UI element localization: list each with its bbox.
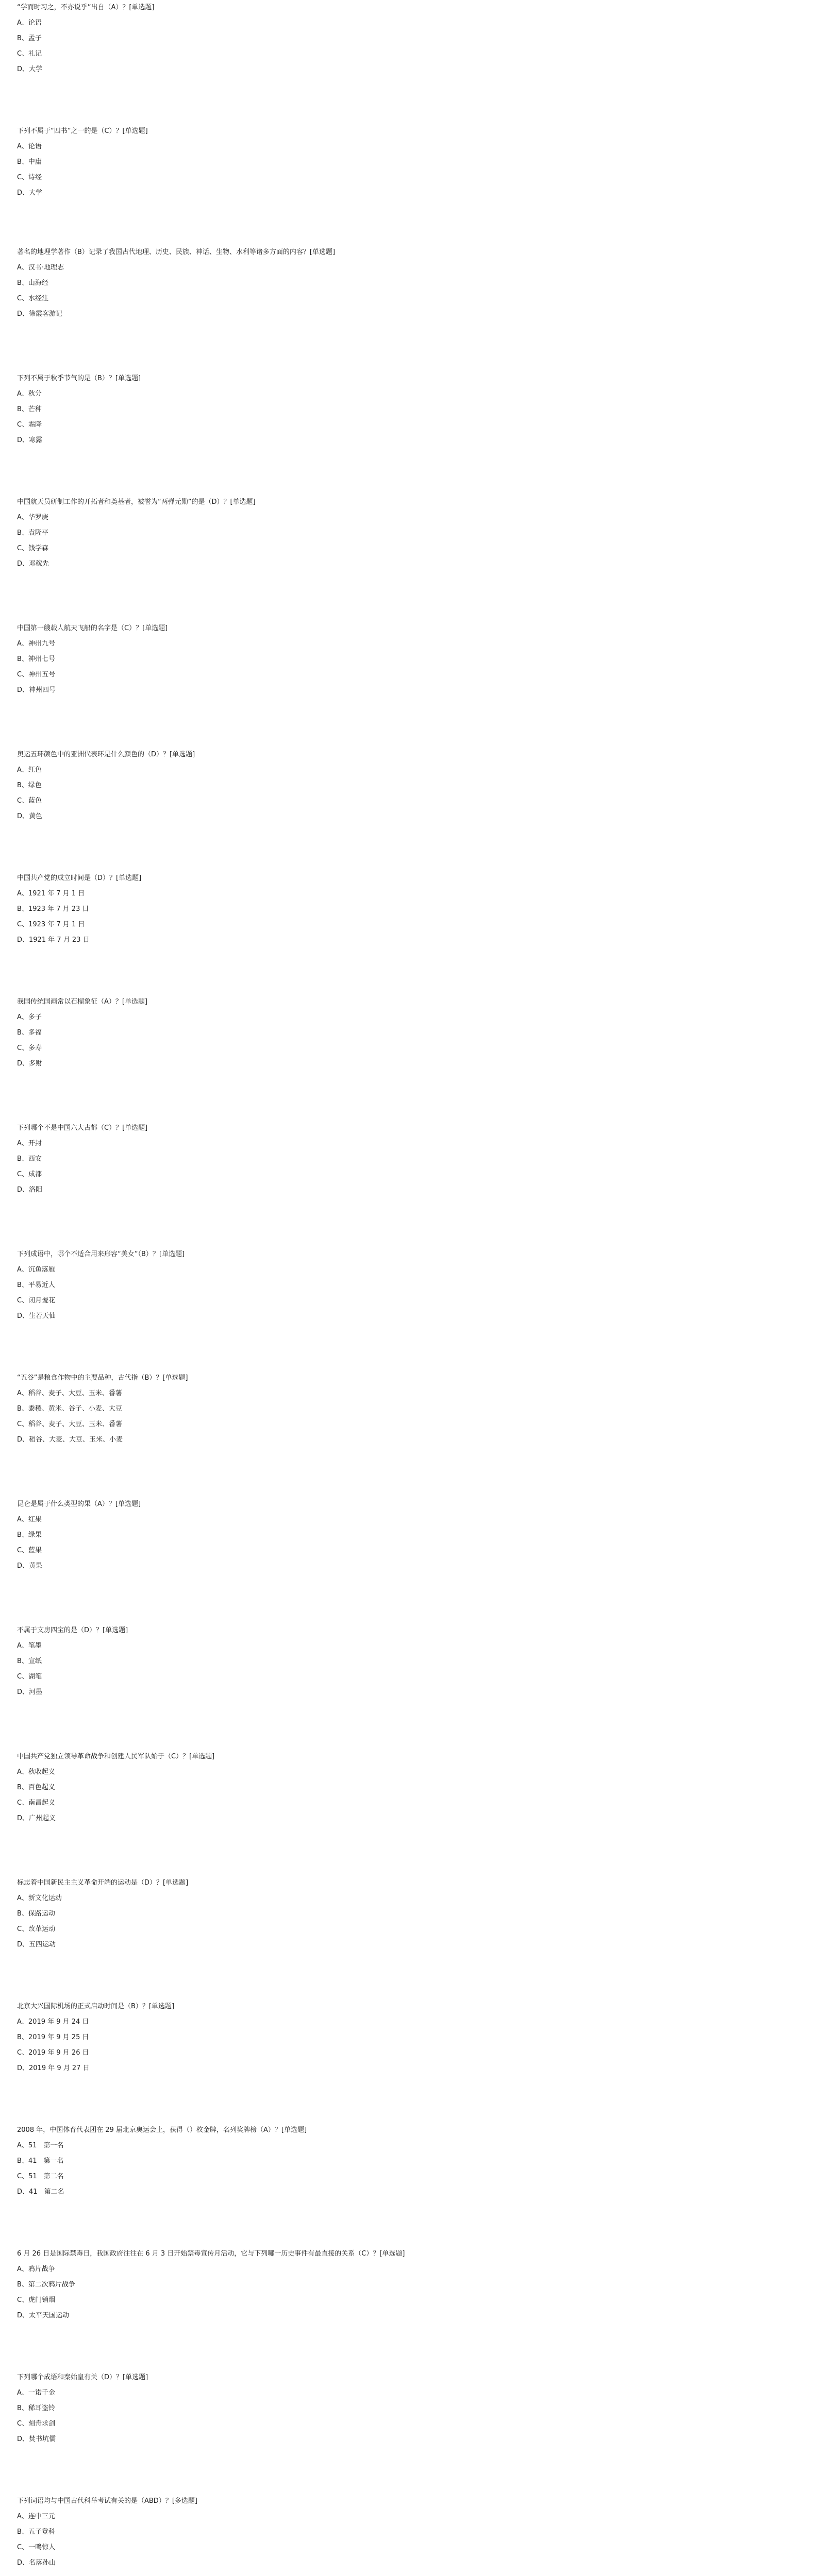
- option-item: [17, 1056, 800, 1072]
- option-item: [17, 386, 800, 402]
- option-text: 笔墨: [28, 1642, 42, 1650]
- question-block: [17, 371, 800, 448]
- question-text: 奥运五环颜色中的亚洲代表环是什么颜色的（D）？[单选题]: [17, 751, 195, 758]
- option-item: [17, 291, 800, 307]
- option-letter: B、: [17, 1155, 28, 1163]
- option-text: 秋分: [28, 390, 42, 398]
- option-text: 成都: [28, 1171, 42, 1178]
- option-item: [17, 155, 800, 170]
- question-block: [17, 1999, 800, 2076]
- option-text: 2019 年 9 月 27 日: [29, 2064, 90, 2072]
- option-item: [17, 1182, 800, 1198]
- question-text: 昆仑是属于什么类型的果（A）？[单选题]: [17, 1500, 141, 1508]
- option-item: [17, 2030, 800, 2045]
- option-item: [17, 2308, 800, 2324]
- option-item: [17, 1780, 800, 1795]
- option-text: 红果: [28, 1516, 42, 1523]
- option-text: 绿果: [28, 1531, 42, 1539]
- option-letter: C、: [17, 421, 29, 429]
- option-letter: D、: [17, 1312, 29, 1320]
- option-letter: A、: [17, 19, 28, 27]
- option-item: [17, 1010, 800, 1025]
- option-text: 多财: [29, 1060, 43, 1067]
- option-letter: A、: [17, 1516, 28, 1523]
- option-text: 山海经: [28, 279, 48, 287]
- question-block: [17, 124, 800, 201]
- option-letter: A、: [17, 2265, 28, 2273]
- option-letter: D、: [17, 1562, 29, 1570]
- option-text: 41 第二名: [29, 2188, 64, 2196]
- option-item: [17, 170, 800, 185]
- option-item: [17, 1293, 800, 1309]
- option-item: [17, 1167, 800, 1182]
- option-text: 神州五号: [28, 671, 56, 679]
- option-text: 一诺千金: [28, 2389, 55, 2397]
- option-letter: C、: [17, 295, 29, 302]
- option-text: 芒种: [28, 405, 42, 413]
- option-text: 平易近人: [28, 1281, 55, 1289]
- option-item: [17, 15, 800, 31]
- question-block: [17, 871, 800, 948]
- option-text: 稻谷、麦子、大豆、玉米、番薯: [28, 1389, 122, 1397]
- option-text: 红色: [28, 766, 42, 774]
- option-item: [17, 1278, 800, 1293]
- option-text: 论语: [28, 143, 42, 150]
- option-item: [17, 526, 800, 541]
- option-text: 1923 年 7 月 1 日: [28, 921, 85, 928]
- option-item: [17, 1417, 800, 1432]
- option-text: 第二次鸦片战争: [28, 2281, 75, 2289]
- option-letter: C、: [17, 2173, 29, 2180]
- option-item: [17, 2385, 800, 2401]
- option-text: 西安: [28, 1155, 42, 1163]
- option-item: [17, 2524, 800, 2540]
- option-item: [17, 2555, 800, 2571]
- option-letter: A、: [17, 390, 28, 398]
- option-letter: B、: [17, 1029, 28, 1037]
- option-text: 多寿: [28, 1044, 42, 1052]
- option-text: 百色起义: [28, 1784, 55, 1791]
- option-letter: D、: [17, 65, 29, 73]
- option-letter: A、: [17, 2018, 28, 2026]
- option-item: [17, 793, 800, 809]
- question-text: 北京大兴国际机场的正式启动时间是（B）？[单选题]: [17, 2003, 175, 2010]
- option-text: 开封: [28, 1140, 42, 1147]
- question-block: [17, 2123, 800, 2200]
- question-text: 标志着中国新民主主义革命开端的运动是（D）？[单选题]: [17, 1879, 189, 1887]
- option-item: [17, 2045, 800, 2061]
- option-text: 广州起义: [29, 1815, 56, 1822]
- option-text: 五子登科: [28, 2528, 55, 2536]
- option-text: 河墨: [29, 1688, 43, 1696]
- question-text: 中国共产党独立领导革命战争和创建人民军队始于（C）？[单选题]: [17, 1753, 215, 1760]
- option-item: [17, 778, 800, 793]
- option-letter: D、: [17, 1186, 29, 1194]
- option-text: 沉鱼落雁: [28, 1266, 55, 1274]
- option-letter: D、: [17, 1688, 29, 1696]
- option-text: 袁隆平: [28, 529, 48, 537]
- option-letter: C、: [17, 1420, 29, 1428]
- option-text: 黄果: [29, 1562, 43, 1570]
- question-text: 著名的地理学著作（B）记录了我国古代地理、历史、民族、神话、生物、水利等诸多方面的内容？[单选题]: [17, 248, 336, 256]
- option-text: 大学: [29, 189, 43, 197]
- option-text: 连中三元: [28, 2513, 55, 2520]
- option-item: [17, 917, 800, 933]
- option-item: [17, 1811, 800, 1826]
- option-item: [17, 809, 800, 824]
- option-item: [17, 2416, 800, 2432]
- question-text: 中国共产党的成立时间是（D）？[单选题]: [17, 874, 142, 882]
- option-text: 华罗庚: [28, 514, 48, 521]
- option-letter: B、: [17, 35, 28, 42]
- option-letter: C、: [17, 1171, 29, 1178]
- option-letter: D、: [17, 2188, 29, 2196]
- option-item: [17, 1558, 800, 1574]
- option-letter: A、: [17, 1642, 28, 1650]
- option-text: 中庸: [28, 158, 42, 166]
- option-text: 南昌起义: [28, 1799, 56, 1807]
- question-block: [17, 1121, 800, 1198]
- option-text: 黄色: [29, 812, 43, 820]
- option-item: [17, 683, 800, 698]
- option-text: 刻舟求剑: [28, 2420, 56, 2428]
- option-item: [17, 1528, 800, 1543]
- option-text: 新文化运动: [28, 1894, 62, 1902]
- option-text: 论语: [28, 19, 42, 27]
- option-text: 2019 年 9 月 25 日: [28, 2033, 89, 2041]
- option-text: 邓稼先: [29, 560, 49, 568]
- option-item: [17, 1386, 800, 1401]
- option-letter: B、: [17, 2281, 28, 2289]
- option-letter: C、: [17, 2296, 29, 2304]
- option-item: [17, 1543, 800, 1558]
- option-letter: C、: [17, 1547, 29, 1554]
- option-item: [17, 2293, 800, 2308]
- option-letter: A、: [17, 2513, 28, 2520]
- option-letter: D、: [17, 436, 29, 444]
- option-text: 2019 年 9 月 26 日: [28, 2049, 89, 2057]
- option-text: 五四运动: [29, 1941, 56, 1948]
- option-item: [17, 1309, 800, 1324]
- option-letter: B、: [17, 1405, 28, 1413]
- question-text: 不属于文房四宝的是（D）？[单选题]: [17, 1626, 128, 1634]
- option-item: [17, 2138, 800, 2154]
- option-text: 闭月羞花: [28, 1297, 56, 1304]
- option-text: 稻谷、大麦、大豆、玉米、小麦: [29, 1436, 123, 1444]
- question-text: 我国传统国画常以石榴象征（A）？[单选题]: [17, 998, 148, 1006]
- option-text: 徐霞客游记: [29, 310, 63, 318]
- option-item: [17, 2154, 800, 2169]
- option-text: 孟子: [28, 35, 42, 42]
- option-letter: B、: [17, 2033, 28, 2041]
- option-item: [17, 2014, 800, 2030]
- option-letter: D、: [17, 936, 29, 944]
- option-letter: C、: [17, 797, 29, 805]
- option-item: [17, 902, 800, 917]
- option-text: 太平天国运动: [29, 2312, 70, 2319]
- option-letter: B、: [17, 279, 28, 287]
- option-item: [17, 2277, 800, 2293]
- option-letter: D、: [17, 686, 29, 694]
- option-text: 宣纸: [28, 1657, 42, 1665]
- option-letter: D、: [17, 2064, 29, 2072]
- question-block: [17, 1749, 800, 1826]
- option-letter: A、: [17, 890, 28, 897]
- option-letter: D、: [17, 560, 29, 568]
- option-letter: B、: [17, 782, 28, 789]
- option-letter: B、: [17, 2528, 28, 2536]
- option-item: [17, 1432, 800, 1448]
- question-block: [17, 0, 800, 77]
- option-letter: C、: [17, 2544, 29, 2551]
- option-text: 1921 年 7 月 1 日: [28, 890, 85, 897]
- question-text: 6 月 26 日是国际禁毒日，我国政府往往在 6 月 3 日开始禁毒宣传月活动，它与下列哪一历史事件有最直接的关系（C）？[单选题]: [17, 2250, 405, 2258]
- option-item: [17, 1401, 800, 1417]
- option-letter: D、: [17, 1436, 29, 1444]
- option-letter: B、: [17, 2404, 28, 2412]
- option-letter: C、: [17, 921, 29, 928]
- option-text: 寒露: [29, 436, 43, 444]
- option-text: 焚书坑儒: [29, 2435, 56, 2443]
- option-text: 51 第二名: [28, 2173, 64, 2180]
- option-letter: C、: [17, 671, 29, 679]
- option-letter: B、: [17, 1531, 28, 1539]
- option-text: 1923 年 7 月 23 日: [28, 905, 89, 913]
- option-text: 蓝色: [28, 797, 42, 805]
- option-item: [17, 2262, 800, 2277]
- option-text: 神州四号: [29, 686, 56, 694]
- option-letter: C、: [17, 1044, 29, 1052]
- option-text: 神州七号: [28, 655, 55, 663]
- option-item: [17, 2509, 800, 2524]
- question-block: [17, 1247, 800, 1324]
- option-item: [17, 1669, 800, 1685]
- question-text: 下列成语中，哪个不适合用来形容“美女”（B）？[单选题]: [17, 1250, 185, 1258]
- option-letter: A、: [17, 264, 28, 272]
- option-item: [17, 62, 800, 77]
- option-letter: B、: [17, 1784, 28, 1791]
- option-letter: C、: [17, 1673, 29, 1681]
- option-item: [17, 1922, 800, 1937]
- option-item: [17, 1025, 800, 1041]
- question-block: [17, 621, 800, 698]
- option-item: [17, 556, 800, 572]
- option-letter: B、: [17, 905, 28, 913]
- option-letter: D、: [17, 1941, 29, 1948]
- option-item: [17, 541, 800, 556]
- option-letter: D、: [17, 812, 29, 820]
- question-text: 中国第一艘载人航天飞船的名字是（C）？[单选题]: [17, 624, 168, 632]
- option-letter: A、: [17, 766, 28, 774]
- option-text: 一鸣惊人: [28, 2544, 56, 2551]
- option-item: [17, 2184, 800, 2200]
- option-item: [17, 2432, 800, 2447]
- option-letter: B、: [17, 1281, 28, 1289]
- option-text: 汉书·地理志: [28, 264, 64, 272]
- option-text: 钱学森: [28, 545, 49, 552]
- option-item: [17, 886, 800, 902]
- option-letter: D、: [17, 310, 29, 318]
- option-letter: A、: [17, 2142, 28, 2149]
- question-block: [17, 2494, 800, 2571]
- question-block: [17, 1497, 800, 1574]
- option-item: [17, 260, 800, 276]
- option-item: [17, 276, 800, 291]
- question-block: [17, 2246, 800, 2324]
- option-item: [17, 1151, 800, 1167]
- option-item: [17, 1795, 800, 1811]
- option-item: [17, 1654, 800, 1669]
- option-letter: B、: [17, 655, 28, 663]
- option-item: [17, 1937, 800, 1953]
- option-text: 鸦片战争: [28, 2265, 55, 2273]
- option-item: [17, 1136, 800, 1151]
- option-letter: C、: [17, 50, 29, 58]
- option-text: 2019 年 9 月 24 日: [28, 2018, 89, 2026]
- question-block: [17, 495, 800, 572]
- option-item: [17, 185, 800, 201]
- option-letter: B、: [17, 405, 28, 413]
- option-text: 礼记: [28, 50, 42, 58]
- option-item: [17, 652, 800, 667]
- option-text: 改革运动: [28, 1925, 56, 1933]
- option-item: [17, 933, 800, 948]
- option-text: 水经注: [28, 295, 49, 302]
- option-item: [17, 2540, 800, 2555]
- option-text: 神州九号: [28, 640, 55, 648]
- option-item: [17, 1906, 800, 1922]
- option-letter: A、: [17, 1140, 28, 1147]
- option-letter: B、: [17, 529, 28, 537]
- question-text: “学而时习之，不亦说乎”出自（A）？[单选题]: [17, 4, 155, 11]
- option-item: [17, 1891, 800, 1906]
- question-block: [17, 1875, 800, 1953]
- question-text: “五谷”是粮食作物中的主要品种，古代指（B）？[单选题]: [17, 1374, 188, 1382]
- question-block: [17, 994, 800, 1072]
- option-item: [17, 2401, 800, 2416]
- option-item: [17, 1041, 800, 1056]
- option-text: 保路运动: [28, 1910, 55, 1918]
- option-item: [17, 433, 800, 448]
- option-letter: D、: [17, 189, 29, 197]
- option-letter: D、: [17, 2435, 29, 2443]
- question-block: [17, 245, 800, 322]
- option-item: [17, 139, 800, 155]
- option-text: 湖笔: [28, 1673, 42, 1681]
- question-text: 下列哪个不是中国六大古都（C）？[单选题]: [17, 1124, 148, 1132]
- option-letter: A、: [17, 1389, 28, 1397]
- option-item: [17, 1262, 800, 1278]
- option-letter: D、: [17, 1815, 29, 1822]
- option-letter: C、: [17, 545, 29, 552]
- option-letter: D、: [17, 1060, 29, 1067]
- option-item: [17, 46, 800, 62]
- option-item: [17, 1765, 800, 1780]
- option-letter: A、: [17, 2389, 28, 2397]
- option-item: [17, 31, 800, 46]
- option-letter: D、: [17, 2312, 29, 2319]
- option-letter: A、: [17, 640, 28, 648]
- question-text: 下列哪个成语和秦始皇有关（D）？[单选题]: [17, 2374, 148, 2381]
- option-item: [17, 1685, 800, 1700]
- option-item: [17, 417, 800, 433]
- question-block: [17, 747, 800, 824]
- option-text: 洛阳: [29, 1186, 43, 1194]
- option-text: 黍稷、黄米、谷子、小麦、大豆: [28, 1405, 122, 1413]
- option-letter: C、: [17, 174, 29, 181]
- option-text: 大学: [29, 65, 43, 73]
- option-letter: A、: [17, 143, 28, 150]
- option-item: [17, 2169, 800, 2184]
- option-item: [17, 667, 800, 683]
- option-letter: B、: [17, 2157, 28, 2165]
- option-text: 多福: [28, 1029, 42, 1037]
- option-text: 1921 年 7 月 23 日: [29, 936, 90, 944]
- option-text: 多子: [28, 1013, 42, 1021]
- option-text: 名落孙山: [29, 2559, 56, 2567]
- option-text: 蓝果: [28, 1547, 42, 1554]
- question-text: 下列词语均与中国古代科举考试有关的是（ABD）？[多选题]: [17, 2497, 197, 2505]
- option-text: 41 第一名: [28, 2157, 64, 2165]
- option-letter: B、: [17, 1657, 28, 1665]
- option-letter: A、: [17, 514, 28, 521]
- option-letter: C、: [17, 2049, 29, 2057]
- question-text: 下列不属于秋季节气的是（B）？[单选题]: [17, 375, 141, 382]
- option-text: 生若天仙: [29, 1312, 56, 1320]
- option-letter: D、: [17, 2559, 29, 2567]
- option-item: [17, 1638, 800, 1654]
- option-letter: A、: [17, 1894, 28, 1902]
- question-block: [17, 2370, 800, 2447]
- option-letter: C、: [17, 1297, 29, 1304]
- option-text: 诗经: [28, 174, 42, 181]
- question-block: [17, 1370, 800, 1448]
- option-item: [17, 2061, 800, 2076]
- option-text: 虎门销烟: [28, 2296, 56, 2304]
- option-item: [17, 307, 800, 322]
- option-text: 秋收起义: [28, 1768, 55, 1776]
- option-text: 51 第一名: [28, 2142, 64, 2149]
- option-item: [17, 402, 800, 417]
- option-text: 稀耳盗铃: [28, 2404, 55, 2412]
- option-letter: A、: [17, 1768, 28, 1776]
- question-text: 中国航天员研制工作的开拓者和奠基者，被誉为“两弹元勋”的是（D）？[单选题]: [17, 498, 256, 506]
- option-letter: B、: [17, 158, 28, 166]
- option-item: [17, 762, 800, 778]
- option-text: 稻谷、麦子、大豆、玉米、番薯: [28, 1420, 123, 1428]
- option-letter: B、: [17, 1910, 28, 1918]
- question-text: 2008 年，中国体育代表团在 29 届北京奥运会上，获得（）枚金牌，名列奖牌榜（A）？[单选题]: [17, 2126, 307, 2134]
- option-item: [17, 636, 800, 652]
- option-item: [17, 510, 800, 526]
- option-text: 霜降: [28, 421, 42, 429]
- question-block: [17, 1623, 800, 1700]
- option-letter: C、: [17, 2420, 29, 2428]
- option-letter: A、: [17, 1013, 28, 1021]
- option-item: [17, 1512, 800, 1528]
- option-text: 绿色: [28, 782, 42, 789]
- question-text: 下列不属于“四书”之一的是（C）？[单选题]: [17, 127, 148, 135]
- option-letter: C、: [17, 1799, 29, 1807]
- option-letter: A、: [17, 1266, 28, 1274]
- option-letter: C、: [17, 1925, 29, 1933]
